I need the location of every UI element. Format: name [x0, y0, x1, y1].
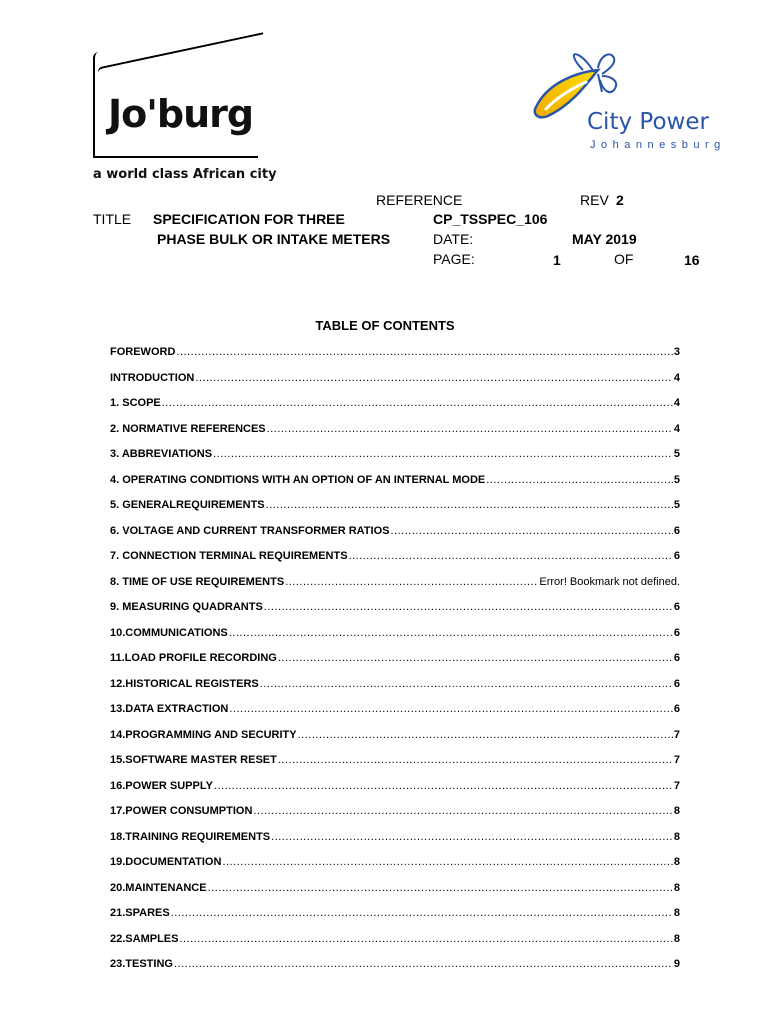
toc-entry-label: 20.MAINTENANCE — [110, 881, 207, 894]
toc-entry-label: 15.SOFTWARE MASTER RESET — [110, 754, 277, 766]
toc-leader-dots — [195, 372, 673, 384]
toc-entry-label: 16.POWER SUPPLY — [110, 779, 213, 792]
toc-leader-dots — [222, 856, 672, 868]
toc-entry[interactable] — [110, 493, 680, 519]
toc-entry-label: 9. MEASURING QUADRANTS — [110, 601, 263, 613]
toc-entry[interactable] — [110, 825, 680, 851]
toc-entry-page: 5 — [673, 499, 680, 511]
toc-entry-page: 6 — [673, 703, 680, 715]
toc-leader-dots — [253, 805, 672, 817]
toc-entry-page: 8 — [673, 830, 680, 843]
toc-leader-dots — [298, 729, 673, 741]
toc-entry-page: 3 — [673, 346, 680, 358]
toc-entry[interactable] — [110, 646, 680, 672]
toc-leader-dots — [278, 754, 673, 766]
toc-leader-dots — [179, 933, 672, 945]
date-label: DATE: — [433, 231, 474, 247]
toc-entry[interactable] — [110, 952, 680, 978]
toc-leader-dots — [271, 831, 673, 843]
toc-entry[interactable] — [110, 366, 680, 392]
toc-entry-label: 1. SCOPE — [110, 397, 161, 409]
toc-entry[interactable] — [110, 544, 680, 570]
toc-leader-dots — [267, 423, 673, 435]
toc-entry-label: 21.SPARES — [110, 907, 170, 919]
toc-entry-page: 6 — [673, 524, 680, 537]
toc-entry-label: 2. NORMATIVE REFERENCES — [110, 422, 266, 435]
rev-value: 2 — [616, 192, 624, 208]
toc-entry-page: 8 — [673, 881, 680, 894]
toc-leader-dots — [208, 882, 673, 894]
toc-entry-label: 8. TIME OF USE REQUIREMENTS — [110, 575, 285, 588]
toc-leader-dots — [174, 958, 673, 970]
toc-entry-page: 4 — [673, 371, 680, 384]
toc-entry-page: 6 — [673, 550, 680, 562]
toc-leader-dots — [229, 627, 673, 639]
toc-entry[interactable] — [110, 850, 680, 876]
rev-label: REV — [580, 192, 609, 208]
toc-entry-page: 7 — [673, 754, 680, 766]
toc-entry-page: Error! Bookmark not defined. — [539, 575, 680, 588]
toc-entry[interactable] — [110, 927, 680, 953]
title-line-1: SPECIFICATION FOR THREE — [153, 211, 345, 227]
toc-entry[interactable] — [110, 595, 680, 621]
toc-leader-dots — [264, 601, 673, 613]
toc-entry-label: 4. OPERATING CONDITIONS WITH AN OPTION OF AN INTERNAL MODE — [110, 473, 486, 486]
title-line-2: PHASE BULK OR INTAKE METERS — [157, 231, 391, 247]
toc-entry[interactable] — [110, 417, 680, 443]
toc-entry-page: 8 — [673, 932, 680, 945]
toc-entry-page: 8 — [673, 805, 680, 817]
toc-leader-dots — [349, 550, 673, 562]
toc-entry-label: 6. VOLTAGE AND CURRENT TRANSFORMER RATIOS — [110, 524, 390, 537]
toc-entry-label: 13.DATA EXTRACTION — [110, 703, 229, 715]
page-label: PAGE: — [433, 251, 475, 267]
city-power-city: Johannesburg — [590, 139, 726, 151]
toc-entry-label: 19.DOCUMENTATION — [110, 856, 222, 868]
toc-entry-label: 23.TESTING — [110, 958, 173, 970]
toc-entry[interactable] — [110, 391, 680, 417]
toc-entry-page: 4 — [673, 397, 680, 409]
toc-entry-label: INTRODUCTION — [110, 371, 195, 384]
table-of-contents — [110, 340, 680, 978]
toc-entry[interactable] — [110, 340, 680, 366]
toc-entry-page: 8 — [673, 856, 680, 868]
joburg-logo-text: Jo'burg — [108, 92, 254, 136]
city-power-name: City Power — [587, 109, 709, 135]
toc-leader-dots — [176, 346, 672, 358]
toc-entry-label: 14.PROGRAMMING AND SECURITY — [110, 728, 297, 741]
toc-entry-page: 6 — [673, 677, 680, 690]
toc-entry-label: 11.LOAD PROFILE RECORDING — [110, 652, 277, 664]
toc-entry-page: 4 — [673, 422, 680, 435]
of-label: OF — [614, 251, 634, 267]
toc-entry[interactable] — [110, 570, 680, 596]
toc-entry[interactable] — [110, 876, 680, 902]
toc-entry-page: 6 — [673, 626, 680, 639]
joburg-tagline: a world class African city — [93, 167, 277, 182]
toc-entry-page: 8 — [673, 907, 680, 919]
toc-entry[interactable] — [110, 621, 680, 647]
toc-leader-dots — [486, 474, 673, 486]
toc-entry-page: 7 — [673, 779, 680, 792]
toc-entry-label: 17.POWER CONSUMPTION — [110, 805, 253, 817]
toc-entry[interactable] — [110, 672, 680, 698]
toc-entry-label: 5. GENERALREQUIREMENTS — [110, 499, 265, 511]
toc-entry-label: 7. CONNECTION TERMINAL REQUIREMENTS — [110, 550, 348, 562]
toc-entry-page: 6 — [673, 601, 680, 613]
toc-entry[interactable] — [110, 697, 680, 723]
toc-leader-dots — [278, 652, 673, 664]
reference-value: CP_TSSPEC_106 — [433, 211, 548, 227]
toc-entry-page: 5 — [673, 448, 680, 460]
toc-entry[interactable] — [110, 723, 680, 749]
toc-leader-dots — [390, 525, 672, 537]
page-value: 1 — [553, 252, 561, 268]
reference-label: REFERENCE — [376, 192, 463, 208]
toc-leader-dots — [229, 703, 673, 715]
toc-entry[interactable] — [110, 468, 680, 494]
toc-leader-dots — [162, 397, 673, 409]
toc-entry[interactable] — [110, 774, 680, 800]
toc-leader-dots — [266, 499, 673, 511]
page-total: 16 — [684, 252, 700, 268]
toc-entry-label: FOREWORD — [110, 346, 176, 358]
toc-leader-dots — [260, 678, 673, 690]
toc-leader-dots — [213, 448, 673, 460]
toc-leader-dots — [171, 907, 673, 919]
toc-entry-label: 12.HISTORICAL REGISTERS — [110, 677, 259, 690]
toc-entry-page: 9 — [673, 958, 680, 970]
toc-entry-label: 22.SAMPLES — [110, 932, 179, 945]
toc-entry-label: 18.TRAINING REQUIREMENTS — [110, 830, 271, 843]
toc-entry[interactable] — [110, 442, 680, 468]
toc-leader-dots — [214, 780, 673, 792]
toc-entry[interactable] — [110, 519, 680, 545]
toc-entry[interactable] — [110, 901, 680, 927]
toc-entry-page: 6 — [673, 652, 680, 664]
toc-entry-label: 10.COMMUNICATIONS — [110, 626, 228, 639]
toc-entry-page: 7 — [673, 728, 680, 741]
toc-title: TABLE OF CONTENTS — [315, 318, 455, 333]
title-label: TITLE — [93, 211, 132, 227]
toc-entry-label: 3. ABBREVIATIONS — [110, 448, 213, 460]
toc-entry[interactable] — [110, 748, 680, 774]
date-value: MAY 2019 — [572, 231, 637, 247]
toc-leader-dots — [285, 576, 538, 588]
toc-entry-page: 5 — [673, 473, 680, 486]
toc-entry[interactable] — [110, 799, 680, 825]
